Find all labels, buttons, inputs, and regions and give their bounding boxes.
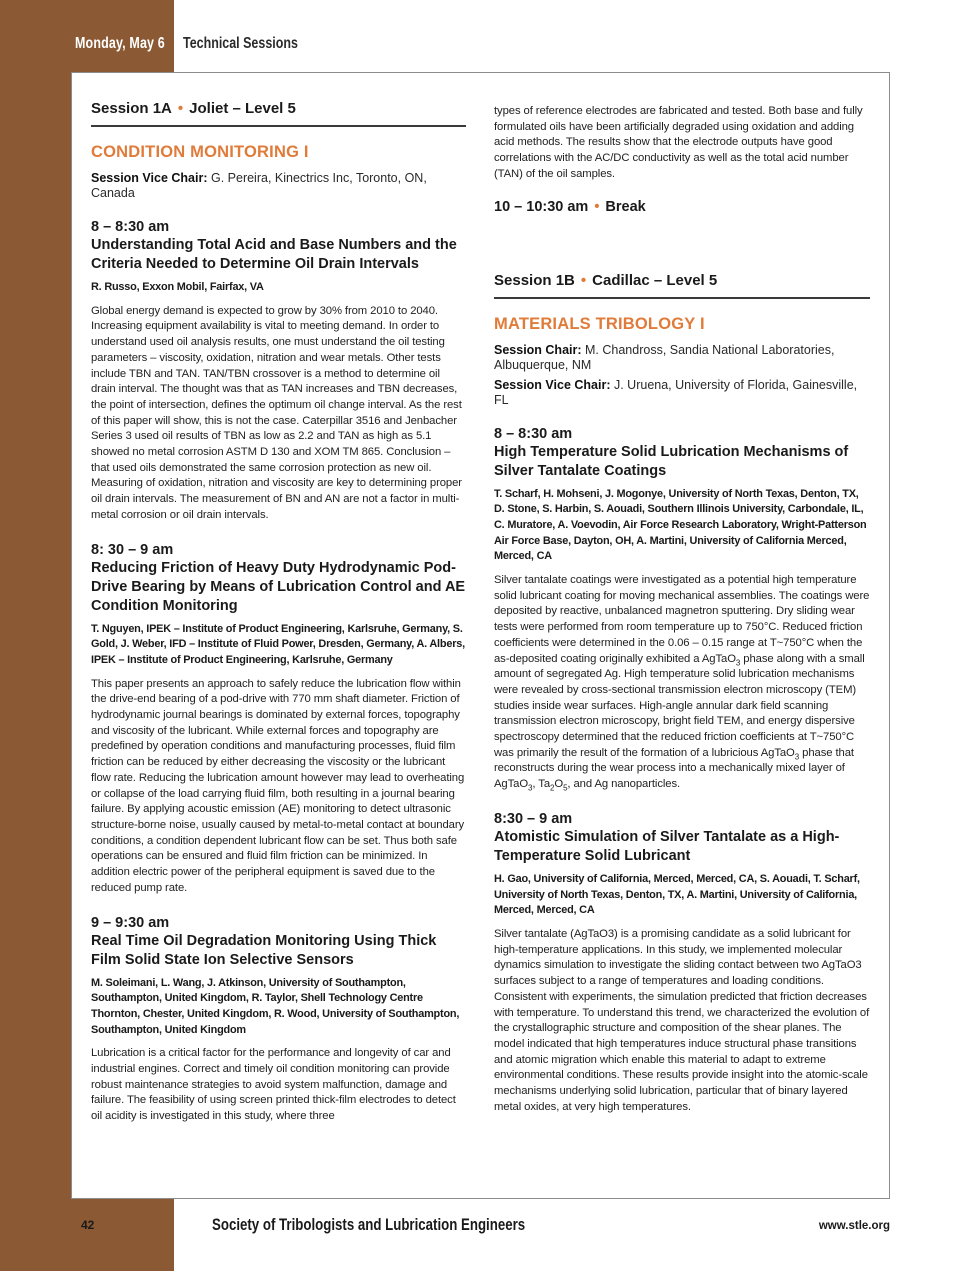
vice-chair-name: J. Uruena, University of Florida, Gainesville, FL bbox=[494, 377, 858, 407]
talk-1a-1 bbox=[91, 219, 466, 524]
talk-time: 8:30 – 9 am bbox=[494, 810, 573, 827]
talk-abstract: Silver tantalate (AgTaO3) is a promising candidate as a solid lubricant for high-temperature applications. In this study, we implemented molecular dynamics simulation to investigate the sliding contact between two AgTaO3 surfaces subject to a range of temperatures and loading conditions. Consistent with experiments, the simulation predicted that friction decreases with temperature. To understand this trend, we characterized the evolution of the crystallographic structure and composition of the shear planes. The model indicated that high temperatures induce structural phase transitions and atomic migration which enable this material to adapt to extreme environmental conditions. These results provide insight into the atomic-scale mechanisms underlying solid lubrication, particular that of binary layered metal oxides, at very high temperatures. bbox=[494, 927, 870, 1113]
bullet-icon: • bbox=[580, 271, 587, 289]
subscript: 2 bbox=[550, 783, 555, 793]
talk-1a-2 bbox=[91, 542, 466, 897]
talk-title: Understanding Total Acid and Base Numbers and the Criteria Needed to Determine Oil Drain Intervals bbox=[91, 237, 457, 272]
chair-label: Session Chair: bbox=[494, 342, 582, 357]
talk-authors: T. Nguyen, IPEK – Institute of Product Engineering, Karlsruhe, Germany, S. Gold, J. Weber, IFD – Institute of Fluid Power, Dresden, Germany, A. Albers, IPEK – Institute of Product Engineering, Karlsruhe, Germany bbox=[91, 622, 465, 666]
talk-title: Real Time Oil Degradation Monitoring Using Thick Film Solid State Ion Selective Sensors bbox=[91, 932, 437, 968]
talk-time: 8: 30 – 9 am bbox=[91, 541, 174, 558]
talk-authors: T. Scharf, H. Mohseni, J. Mogonye, University of North Texas, Denton, TX, D. Stone, S. Harbin, S. Aouadi, Southern Illinois University, Carbondale, IL, C. Muratore, A. Voevodin, Air Force Research Laboratory, Wright-Patterson Air Force Base, Dayton, OH, A. Martini, University of California Merced, Merced, CA bbox=[494, 487, 867, 563]
abstract-part: O bbox=[554, 778, 564, 791]
talk-authors: H. Gao, University of California, Merced, Merced, CA, S. Aouadi, T. Scharf, University of North Texas, Denton, TX, A. Martini, University of California, Merced, Merced, CA bbox=[494, 872, 860, 917]
vice-chair-name: G. Pereira, Kinectrics Inc, Toronto, ON, Canada bbox=[91, 171, 427, 200]
footer-url[interactable]: www.stle.org bbox=[818, 1220, 890, 1232]
session-1b-label: Session 1B bbox=[494, 271, 575, 289]
abstract-part: phase that reconstructs during the wear process into a mechanically mixed layer of AgTaO bbox=[494, 746, 854, 791]
talk-abstract-continued: types of reference electrodes are fabricated and tested. Both base and fully formulated oils have been artificially degraded using oxidation and adding acid methods. The results show that the electrode outputs have good correlations with the AC/DC conductivity as well as the total acid number (TAN) of the oil samples. bbox=[494, 105, 863, 180]
session-1a-title: CONDITION MONITORING I bbox=[91, 143, 309, 161]
talk-title: High Temperature Solid Lubrication Mechanisms of Silver Tantalate Coatings bbox=[494, 443, 849, 479]
abstract-part: , Ta bbox=[532, 778, 551, 791]
session-1a-header bbox=[91, 100, 466, 127]
talk-time: 8 – 8:30 am bbox=[494, 425, 573, 442]
left-column bbox=[91, 100, 466, 1125]
talk-time: 8 – 8:30 am bbox=[91, 219, 170, 235]
talk-title: Reducing Friction of Heavy Duty Hydrodynamic Pod-Drive Bearing by Means of Lubrication Control and AE Condition Monitoring bbox=[91, 559, 466, 614]
page-number: 42 bbox=[81, 1218, 95, 1232]
talk-1b-1 bbox=[494, 426, 870, 793]
session-1b-title: MATERIALS TRIBOLOGY I bbox=[494, 314, 705, 333]
talk-authors: M. Soleimani, L. Wang, J. Atkinson, University of Southampton, Southampton, United Kingdom, R. Taylor, Shell Technology Centre Thornton, Chester, United Kingdom, R. Wood, University of Southampton, Southampton, United Kingdom bbox=[91, 976, 460, 1036]
session-1b-location: Cadillac – Level 5 bbox=[592, 271, 718, 289]
subscript: 3 bbox=[735, 657, 741, 667]
vice-chair-label: Session Vice Chair: bbox=[494, 377, 611, 392]
talk-abstract bbox=[494, 573, 870, 793]
abstract-part: phase along with a small amount of segregated Ag. High temperature solid lubrication mechanisms were revealed by cross-sectional transmission electron microscopy (TEM) studies inside wear surfaces. High-angle annular dark field scanning transmission electron microscopy, bright field TEM, and energy dispersive spectroscopy determined that the reduced friction coefficients at T~750°C was primarily the result of the formation of a lubricious AgTaO bbox=[494, 652, 865, 759]
break-label: Break bbox=[605, 198, 646, 215]
talk-abstract: Global energy demand is expected to grow by 30% from 2010 to 2040. Increasing equipment availability is vital to meeting demand. In order to understand used oil analysis results, one must understand the oil testing parameters – viscosity, oxidation, nitration and wear metals. Other tests include TBN and TAN. TAN/TBN crossover is a method to determine oil drain interval. The thought was that as TAN increases and TBN decreases, the point of intersection, defines the optimum oil change interval. As the rest of this paper will show, this is not the case. Caterpillar 3516 and Jenbacher Series 3 used oil results of TBN as low as 2.2 and TAN as high as 5.1 showed no metal corrosion ASTM D 130 and XOM TM 865. Conclusion – that used oils demonstrated the same corrosion protection as new oil. Measuring of oxidation, nitration and viscosity are key to determining proper oil drain intervals. The measurement of BN and AN are not a factor in multi-metal corrosion or oil drain intervals. bbox=[91, 304, 462, 521]
break-item bbox=[494, 199, 870, 215]
session-1b-vice-chair bbox=[494, 378, 870, 408]
right-column bbox=[494, 104, 870, 1115]
talk-authors: R. Russo, Exxon Mobil, Fairfax, VA bbox=[91, 281, 264, 293]
footer-society-name: Society of Tribologists and Lubrication Engineers bbox=[212, 1215, 526, 1234]
bullet-icon: • bbox=[594, 198, 600, 215]
session-1b-chair bbox=[494, 343, 870, 373]
subscript: 3 bbox=[528, 783, 533, 793]
talk-1a-3 bbox=[91, 915, 466, 1125]
session-1a-label: Session 1A bbox=[91, 100, 172, 117]
session-1a-vice-chair bbox=[91, 171, 466, 201]
talk-abstract: This paper presents an approach to safely reduce the lubrication flow within the drive-end bearing of a pod-drive with 770 mm shaft diameter. Friction of hydrodynamic journal bearings is dominated by external forces, topography and viscosity of the lubricant. While external forces and topography are predefined by operation conditions and manufacturing processes, fluid film friction can be reduced by either decreasing the viscosity or the lubricant flow rate. Reducing the lubrication amount however may lead to overheating or collapse of the load carrying fluid film, both resulting in a journal bearing failure. By applying acoustic emission (AE) monitoring to detect ultrasonic structure-borne noise, usually caused by metal-to-metal contact at boundary conditions, a condition dependent lubricant flow can be set. Thus both safe operations can be ensured and fluid film friction can be minimized. In addition electric power of the peripheral equipment is saved due to the reduced pump rate. bbox=[91, 677, 465, 894]
abstract-part: Silver tantalate coatings were investigated as a potential high temperature solid lubricant coating for moving mechanical assemblies. The coatings were deposited by reactive, unbalanced magnetron sputtering. Dry sliding wear tests were performed from room temperature up to 750°C. Reduced friction coefficients were determined in the 0.06 – 0.15 range at T~750°C when the as-deposited coating originally exhibited a AgTaO bbox=[494, 574, 870, 665]
bullet-icon: • bbox=[177, 100, 184, 117]
break-time: 10 – 10:30 am bbox=[494, 198, 589, 215]
talk-time: 9 – 9:30 am bbox=[91, 914, 170, 931]
talk-abstract: Lubrication is a critical factor for the performance and longevity of car and industrial engines. Correct and timely oil condition monitoring can provide robust maintenance strategies to avoid system malfunction, damage and failure. The feasibility of using screen printed thick-film electrodes to detect oil acidity is investigated in this study, where three bbox=[91, 1047, 456, 1123]
talk-1b-2 bbox=[494, 811, 870, 1116]
chair-name: M. Chandross, Sandia National Laboratories, Albuquerque, NM bbox=[494, 342, 835, 372]
header-date: Monday, May 6 bbox=[75, 35, 165, 52]
session-1a-location: Joliet – Level 5 bbox=[189, 100, 296, 117]
session-1b-header bbox=[494, 272, 870, 299]
vice-chair-label: Session Vice Chair: bbox=[91, 171, 208, 185]
subscript: 5 bbox=[563, 783, 568, 793]
abstract-part: , and Ag nanoparticles. bbox=[567, 778, 681, 791]
talk-title: Atomistic Simulation of Silver Tantalate as a High-Temperature Solid Lubricant bbox=[494, 828, 840, 864]
subscript: 3 bbox=[794, 752, 800, 762]
header-section-title: Technical Sessions bbox=[183, 35, 298, 52]
